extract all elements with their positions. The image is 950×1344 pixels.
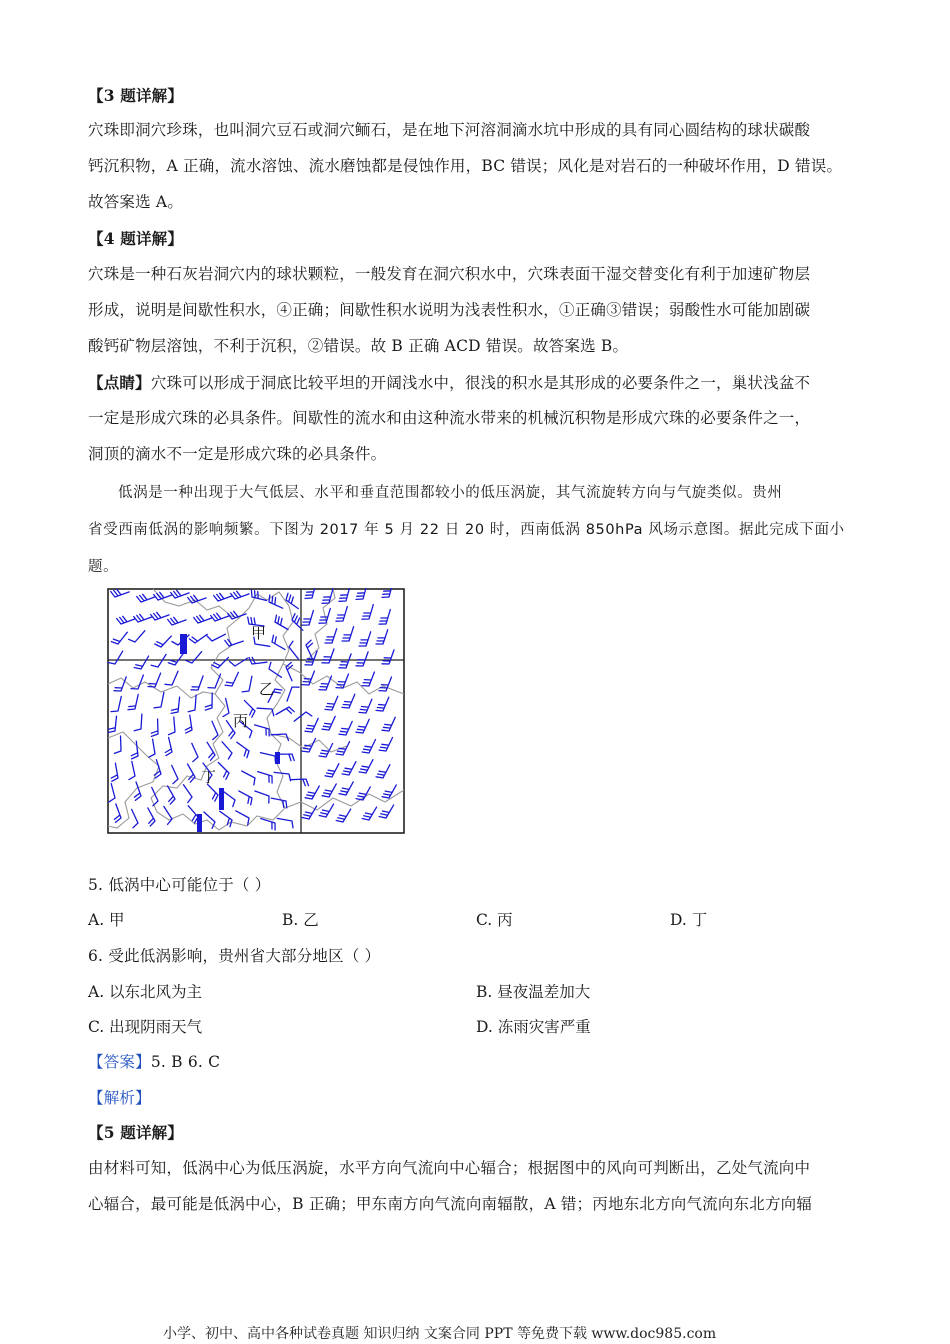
q5-option-d[interactable]: D. 丁 xyxy=(670,911,708,929)
page-footer: 小学、初中、高中各种试卷真题 知识归纳 文案合同 PPT 等免费下载 www.doc985.com xyxy=(163,1326,717,1342)
q3-line-3: 故答案选 A。 xyxy=(88,193,184,211)
q4-heading: 【4 题详解】 xyxy=(88,229,184,248)
passage-line-1: 低涡是一种出现于大气低层、水平和垂直范围都较小的低压涡旋，其气流旋转方向与气旋类似。贵州 xyxy=(118,485,783,501)
tip-line-1 xyxy=(88,371,810,393)
analysis-label: 【解析】 xyxy=(88,1089,151,1107)
q3-line-2: 钙沉积物，A 正确，流水溶蚀、流水磨蚀都是侵蚀作用，BC 错误；风化是对岩石的一种破坏作用，D 错误。 xyxy=(88,157,843,175)
answer-label: 【答案】 xyxy=(88,1053,151,1071)
q5-option-b[interactable]: B. 乙 xyxy=(282,911,319,929)
q5detail-line-1: 由材料可知，低涡中心为低压涡旋，水平方向气流向中心辐合；根据图中的风向可判断出，乙处气流向中 xyxy=(88,1159,811,1177)
answer-text: 5. B 6. C xyxy=(150,1053,221,1071)
tip-label: 【点睛】 xyxy=(88,373,151,392)
q4-line-2: 形成，说明是间歇性积水，④正确；间歇性积水说明为浅表性积水，①正确③错误；弱酸性水可能加剧碳 xyxy=(88,301,811,319)
q6-option-a[interactable]: A. 以东北风为主 xyxy=(88,983,203,1001)
q5detail-heading: 【5 题详解】 xyxy=(88,1123,184,1142)
tip-text-1: 穴珠可以形成于洞底比较平坦的开阔浅水中，很浅的积水是其形成的必要条件之一，巢状浅盆不 xyxy=(150,374,811,392)
strong-wind-bar xyxy=(219,788,224,810)
q5-option-c[interactable]: C. 丙 xyxy=(476,911,513,929)
q3-line-1: 穴珠即洞穴珍珠，也叫洞穴豆石或洞穴鲕石，是在地下河溶洞滴水坑中形成的具有同心圆结构的球状碳酸 xyxy=(88,121,811,139)
q6-option-c[interactable]: C. 出现阴雨天气 xyxy=(88,1018,203,1036)
map-label-yi: 乙 xyxy=(259,680,275,698)
q6-stem: 6. 受此低涡影响，贵州省大部分地区（ ） xyxy=(88,947,381,965)
q5-option-a[interactable]: A. 甲 xyxy=(88,911,125,929)
passage-line-2: 省受西南低涡的影响频繁。下图为 2017 年 5 月 22 日 20 时，西南低涡 850hPa 风场示意图。据此完成下面小 xyxy=(88,522,845,538)
map-label-bing: 丙 xyxy=(233,712,249,730)
map-label-ding: 丁 xyxy=(201,768,217,786)
tip-line-2: 一定是形成穴珠的必具条件。间歇性的流水和由这种流水带来的机械沉积物是形成穴珠的必要条件之一， xyxy=(88,409,811,427)
passage-line-3: 题。 xyxy=(88,559,119,575)
q4-line-3: 酸钙矿物层溶蚀，不利于沉积，②错误。故 B 正确 ACD 错误。故答案选 B。 xyxy=(88,337,629,355)
strong-wind-bar xyxy=(197,814,202,832)
q6-option-d[interactable]: D. 冻雨灾害严重 xyxy=(476,1018,591,1036)
q5-stem: 5. 低涡中心可能位于（ ） xyxy=(88,876,271,894)
strong-wind-bar xyxy=(180,634,187,654)
tip-line-3: 洞顶的滴水不一定是形成穴珠的必具条件。 xyxy=(88,445,387,463)
map-label-jia: 甲 xyxy=(251,624,267,642)
strong-wind-bar xyxy=(275,752,280,764)
answer-line xyxy=(88,1050,220,1072)
q3-heading: 【3 题详解】 xyxy=(88,86,184,105)
q4-line-1: 穴珠是一种石灰岩洞穴内的球状颗粒，一般发育在洞穴积水中，穴珠表面干湿交替变化有利于加速矿物层 xyxy=(88,265,811,283)
q6-option-b[interactable]: B. 昼夜温差加大 xyxy=(476,983,591,1001)
q5detail-line-2: 心辐合，最可能是低涡中心，B 正确；甲东南方向气流向南辐散，A 错；丙地东北方向气流向东北方向辐 xyxy=(88,1195,813,1213)
wind-field-map xyxy=(107,588,405,834)
